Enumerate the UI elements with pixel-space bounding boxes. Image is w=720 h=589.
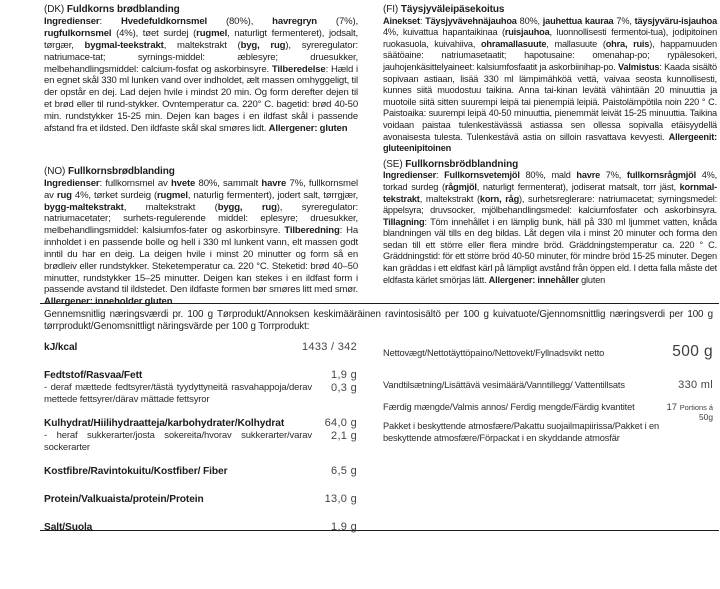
portion-size: 50g bbox=[699, 412, 713, 422]
product-name-fi: Täysjyväleipäsekoitus bbox=[400, 4, 505, 15]
row-label: Kulhydrat/Hiilihydraatteja/karbohydrater/Kolhydrat bbox=[44, 418, 285, 429]
net-weight-value: 500 g bbox=[672, 343, 713, 360]
row-label: Færdig mængde/Valmis annos/ Ferdig mengde/Färdig kvantitet bbox=[383, 402, 635, 412]
water-addition-row bbox=[383, 379, 713, 391]
row-label: Nettovægt/Nettotäyttöpaino/Nettovekt/Fyllnadsvikt netto bbox=[383, 348, 605, 358]
row-sub-label: - deraf mættede fedtsyrer/tästä tyydyttyneitä rasvahappoja/derav mettede fettsyrer/därav mättade fettsyror bbox=[44, 382, 312, 405]
ingredients-block-no bbox=[44, 166, 358, 308]
row-label: Fedtstof/Rasvaa/Fett bbox=[44, 370, 143, 381]
ingredients-block-dk bbox=[44, 4, 358, 135]
row-label: Kostfibre/Ravintokuitu/Kostfiber/ Fiber bbox=[44, 466, 228, 477]
row-value: 64,0 g bbox=[324, 417, 357, 429]
row-sub-value: 0,3 g bbox=[331, 382, 357, 394]
row-sub-label: - heraf sukkerarter/josta sokereita/hvorav sukkerarter/varav sockerarter bbox=[44, 430, 312, 453]
nutrition-row-salt bbox=[44, 521, 357, 533]
portion-count: 17 bbox=[666, 402, 678, 413]
water-value: 330 ml bbox=[678, 379, 713, 391]
portion-unit: Portions á bbox=[679, 403, 713, 412]
row-value: 1433 / 342 bbox=[302, 341, 357, 353]
column-left bbox=[44, 4, 358, 308]
row-label: Protein/Valkuaista/protein/Protein bbox=[44, 494, 204, 505]
ingredients-block-fi bbox=[383, 4, 717, 155]
lang-tag-se: (SE) bbox=[383, 158, 403, 170]
nutrition-row-carbohydrate bbox=[44, 417, 357, 454]
row-label: kJ/kcal bbox=[44, 342, 78, 353]
row-label: Salt/Suola bbox=[44, 522, 93, 533]
product-name-dk: Fuldkorns brødblanding bbox=[66, 4, 180, 15]
nutrition-row-fiber bbox=[44, 465, 357, 477]
finished-quantity-row bbox=[383, 402, 713, 413]
row-value: 6,5 g bbox=[331, 465, 357, 477]
nutrition-row-protein bbox=[44, 493, 357, 505]
block-title-dk bbox=[44, 4, 358, 16]
column-right bbox=[383, 4, 717, 286]
block-body-no: Ingredienser: fullkornsmel av hvete 80%, sammalt havre 7%, fullkornsmel av rug 4%, tørket surdeig (rugmel, naturlig fermentert), jodert salt, tørrgjær, bygg-maltekstrakt, maltekstrakt (bygg, rug), syreregulator: natriumacetater; surhets-regulerende middel: eplesyre; druesukker, melbehandlingsmiddel: kalsiumfos-fater og askorbinsyre. Tilberedning: Ha innholdet i en passende bolle og hell i 330 ml lunkent vann, elt massen godt inntil du har en deig. La deigen hvile i minst 20 minutter og form så en brødleiv eller rundstykker. Steketemperatur ca. 220 °C. Steketid: brød 40–50 minutter, rundstykker 15–25 minutter. Deigen kan stekes i en ildfast form i passende avstand til ildstedet. Den ildfaste formen bør smøres litt med smør. Allergener: inneholder gluten bbox=[44, 177, 358, 308]
row-label: Pakket i beskyttende atmosfære/Pakattu suojailmapiirissa/Pakket i en beskyttende atmosfære/Förpackat i en skyddande atmosfär bbox=[383, 421, 660, 443]
packed-atmosphere-row bbox=[383, 421, 713, 444]
net-weight-row bbox=[383, 343, 713, 361]
divider-top bbox=[40, 303, 719, 304]
nutrition-row-fat bbox=[44, 369, 357, 406]
row-sub-value: 2,1 g bbox=[331, 430, 357, 442]
lang-tag-no: (NO) bbox=[44, 165, 66, 177]
nutrition-row-energy bbox=[44, 341, 357, 353]
lang-tag-fi: (FI) bbox=[383, 4, 399, 15]
row-value: 13,0 g bbox=[324, 493, 357, 505]
lang-tag-dk: (DK) bbox=[44, 4, 65, 15]
block-body-fi: Ainekset: Täysjyvävehnäjauhoa 80%, jauhettua kauraa 7%, täysjyväru-isjauhoa 4%, kuivattua hapantaikinaa (ruisjauhoa, luonnollisesti fermentoi-tua), jodipitoinen ruokasuola, kuivahiiva, ohramallasuute, mallasuute (ohra, ruis), happamuuden säätöaine: natriumasetaatit; hapotusaine: omenahap-po; rypälesokeri, jauhojenkäsittelyaineet: kalsiumfosfaatit ja askorbiinihap-po. Valmistus: Kaada sisältö sopivaan astiaan, lisää 330 ml lämpimähköä vettä, vaivaa seosta kunnollisesti, kunnes siitä muodostuu taikina. Anna tai-kinan levätä vähintään 20 minuuttia ja muotoile siitä sitten suurempi leipä tai pienempiä leipiä. Paistolämpötila noin 220 ° C. Paistoaika: suurempi leipä 40-50 minuuttia, pienemmät leivät 15-25 minuuttia. Taikina voidaan paistaa tulenkestävässä astiassa sen ollessa sopivalla etäisyydellä avonaisesta tulesta. Tulenkestävä astia on silloin rasvattava kevyesti. Allergeenit: gluteenipitoinen bbox=[383, 15, 718, 154]
nutrition-header: Gennemsnitlig næringsværdi pr. 100 g Tørprodukt/Annoksen keskimääräinen ravintosisältö per 100 g kuivatuote/Gjennomsnittlig næringsverdi per 100 g tørrprodukt/Genomsnittligt näringsvärde per 100 g Torrprodukt: bbox=[44, 309, 713, 333]
ingredients-block-se bbox=[383, 159, 717, 287]
product-name-se: Fullkornsbrödblandning bbox=[405, 158, 519, 170]
block-body-se: Ingredienser: Fullkornsvetemjöl 80%, mald havre 7%, fullkornsrågmjöl 4%, torkad surdeg (rågmjöl, naturligt fermenterat), jodiserat matsalt, torr jäst, kornmal-tekstrakt, maltekstrakt (korn, råg), surhetsreglerare: natriumacetat; syrningsmedel: äppelsyra; druvsocker, mjölbehandlingsmedel: kalciumfosfater och askorbinsyra. Tillagning: Töm innehållet i en lämplig bunk, häll på 330 ml ljummet vatten, knåda blandningen väl tills en deg bildas. Låt degen vila i minst 20 minuter och forma den sedan till ett större eller flera mindre bröd. Gräddningstemperatur ca. 220 ° C. Gräddningstid: för ett större bröd 40-50 minuter, för mindre bröd 15-25 minuter. Degen kan gräddas i ett eldfast kärl på lämpligt avstånd från öppen eld. I detta falla måste det eldfasta kärlet smörjas lätt. Allergener: innehåller gluten bbox=[383, 170, 718, 285]
row-value: 1,9 g bbox=[331, 369, 357, 381]
block-title-se bbox=[383, 159, 717, 171]
product-name-no: Fullkornsbrødblanding bbox=[67, 165, 175, 177]
block-title-fi bbox=[383, 4, 717, 16]
block-title-no bbox=[44, 166, 358, 178]
block-body-dk: Ingredienser: Hvedefuldkornsmel (80%), havregryn (7%), rugfulkornsmel (4%), tøet surdej (rugmel, naturligt fermenteret), jodsalt, tørgær, bygmal-teekstrakt, maltekstrakt (byg, rug), syreregulator: natriumace-tat; syrnings-middel: æblesyre; druesukker, melbehandlingsmiddel: calcium-fosfat og askorbinsyre. Tilberedelse: Hæld i en egnet skål 330 ml lunken vand over indholdet, ælt massen omhyggeligt, til der opstår en dej. Lad dejen hvile i mindst 20 min. Og form derefter dejen til et brød eller til rund-stykker. Ovntemperatur ca. 220° C. bagetid: brød 40-50 min. rundstykker 15-25 min. Dejen kan bages i en ildfast skål i passende afstand fra et ildsted. Den ildfaste skål skal smøres lidt. Allergener: gluten bbox=[44, 16, 358, 134]
row-value: 1,9 g bbox=[331, 521, 357, 533]
row-label: Vandtilsætning/Lisättävä vesimäärä/Vanntillegg/ Vattentillsats bbox=[383, 380, 625, 390]
